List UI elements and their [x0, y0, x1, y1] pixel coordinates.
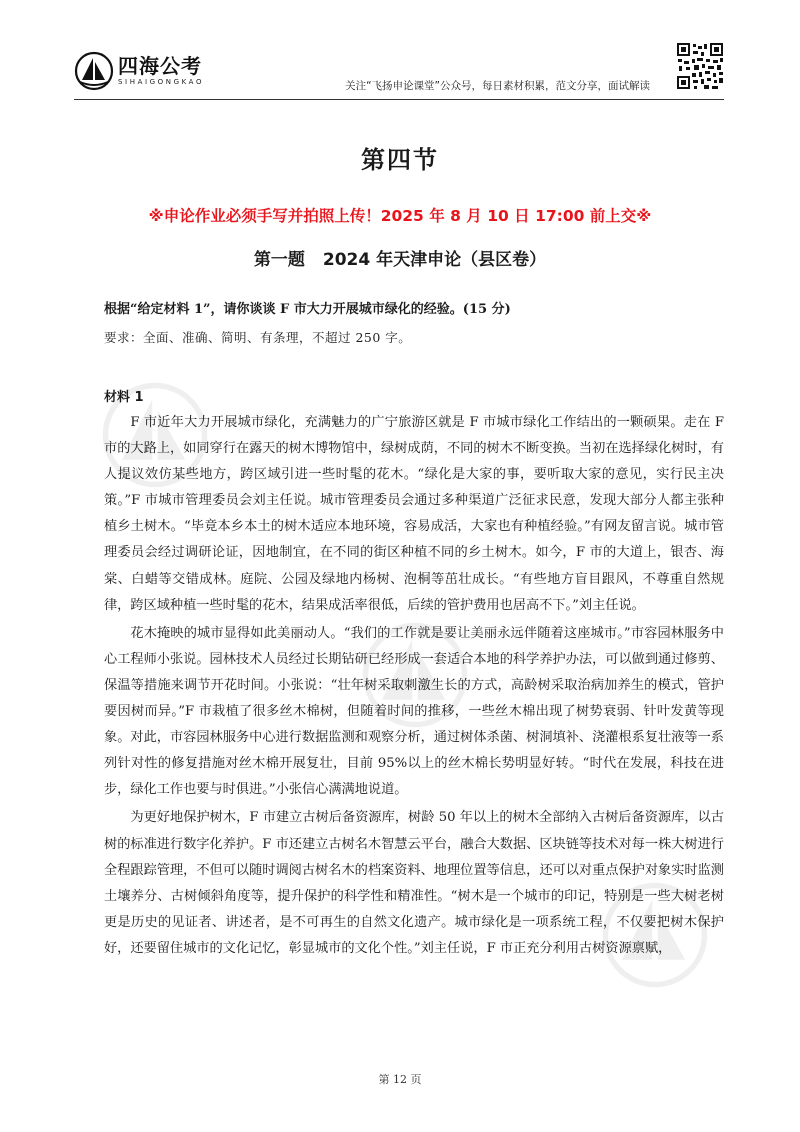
material-paragraph: F 市近年大力开展城市绿化，充满魅力的广宁旅游区就是 F 市城市绿化工作结出的一颗硕果。走在 F 市的大路上，如同穿行在露天的树木博物馆中，绿树成荫，不同的树木不断变换。当初在选择绿化树时，有人提议效仿某些地方，跨区域引进一些时髦的花木。“绿化是大家的事，要听取大家的意见，实行民主决策。”F 市城市管理委员会刘主任说。城市管理委员会通过多种渠道广泛征求民意，发现大部分人都主张种植乡土树木。“毕竟本乡本土的树木适应本地环境，容易成活，大家也有种植经验。”有网友留言说。城市管理委员会经过调研论证，因地制宜，在不同的街区种植不同的乡土树木。如今，F 市的大道上，银杏、海棠、白蜡等交错成林。庭院、公园及绿地内杨树、泡桐等茁壮成长。“有些地方盲目跟风，不尊重自然规律，跨区域种植一些时髦的花木，结果成活率很低，后续的管护费用也居高不下。”刘主任说。	[104, 415, 724, 613]
question-title	[0, 245, 800, 270]
material-body	[104, 410, 724, 964]
material-label: 材料 1	[104, 390, 144, 405]
submission-notice: ※申论作业必须手写并拍照上传！2025 年 8 月 10 日 17:00 前上交※	[148, 207, 652, 225]
sailboat-logo-icon	[74, 51, 114, 91]
question-prompt: 根据“给定材料 1”，请你谈谈 F 市大力开展城市绿化的经验。(15 分)	[104, 302, 511, 317]
header-note: 关注“飞扬申论课堂”公众号，每日素材积累，范文分享，面试解读	[345, 80, 650, 92]
material-paragraph: 花木掩映的城市显得如此美丽动人。“我们的工作就是要让美丽永远伴随着这座城市。”市容园林服务中心工程师小张说。园林技术人员经过长期钻研已经形成一套适合本地的科学养护办法，可以做到通过修剪、保温等措施来调节开花时间。小张说：“壮年树采取刺激生长的方式，高龄树采取治病加养生的模式，管护要因树而异。”F 市栽植了很多丝木棉树，但随着时间的推移，一些丝木棉出现了树势衰弱、针叶发黄等现象。对此，市容园林服务中心进行数据监测和观察分析，通过树体杀菌、树洞填补、浇灌根系复壮液等一系列针对性的修复措施对丝木棉开展复壮，目前 95%以上的丝木棉长势明显好转。“时代在发展，科技在进步，绿化工作也要与时俱进。”小张信心满满地说道。	[104, 625, 724, 798]
header-divider	[74, 99, 724, 100]
question-source: 2024 年天津申论（县区卷）	[322, 250, 547, 270]
logo-pinyin: SIHAIGONGKAO	[118, 78, 205, 86]
section-title: 第四节	[361, 146, 439, 174]
qr-code-icon	[676, 42, 724, 90]
question-label: 第一题	[253, 250, 305, 270]
page-number: 第 12 页	[378, 1073, 422, 1086]
question-requirements: 要求：全面、准确、简明、有条理，不超过 250 字。	[104, 330, 412, 345]
logo-name: 四海公考	[118, 54, 202, 78]
page-header	[74, 42, 724, 100]
logo	[74, 50, 204, 92]
material-paragraph: 为更好地保护树木，F 市建立古树后备资源库，树龄 50 年以上的树木全部纳入古树后备资源库，以古树的标准进行数字化养护。F 市还建立古树名木智慧云平台，融合大数据、区块链等技术对每一株大树进行全程跟踪管理，不但可以随时调阅古树名木的档案资料、地理位置等信息，还可以对重点保护对象实时监测土壤养分、古树倾斜角度等，提升保护的科学性和精准性。“树木是一个城市的印记，特别是一些大树老树更是历史的见证者、讲述者，是不可再生的自然文化遗产。城市绿化是一项系统工程，不仅要把树木保护好，还要留住城市的文化记忆，彰显城市的文化个性。”刘主任说，F 市正充分利用古树资源禀赋，	[104, 810, 724, 956]
